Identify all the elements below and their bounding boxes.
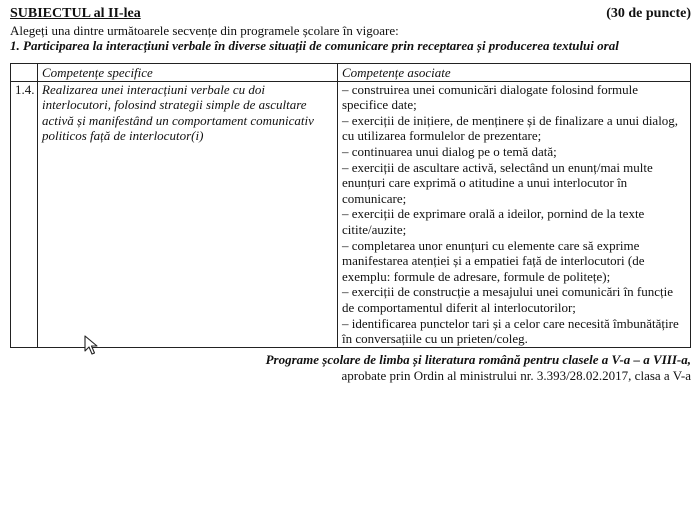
source-title: Programe școlare de limba și literatura română pentru clasele a V-a – a VIII-a, xyxy=(265,351,691,367)
subject-header xyxy=(10,6,691,22)
list-item: – exerciții de inițiere, de menținere și de finalizare a unui dialog, cu utilizarea formulelor de prezentare; xyxy=(342,112,679,144)
list-item: – exerciții de ascultare activă, selectând un enunț/mai multe enunțuri care exprimă o atitudine a unui interlocutor în comunicare; xyxy=(342,159,653,206)
header-associated: Competențe asociate xyxy=(338,64,691,82)
row-number: 1.4. xyxy=(11,81,38,347)
source-citation xyxy=(10,352,691,384)
specific-competence: Realizarea unei interacțiuni verbale cu doi interlocutori, folosind strategii simple de ascultare activă și manifestând un comportament comunicativ politicos față de interlocutor(i) xyxy=(38,81,338,347)
section-heading: 1. Participarea la interacțiuni verbale în diverse situații de comunicare prin receptarea și producerea textului oral xyxy=(10,38,619,53)
table-row xyxy=(11,81,691,347)
source-approval: aprobate prin Ordin al ministrului nr. 3.393/28.02.2017, clasa a V-a xyxy=(341,367,691,383)
subject-points: (30 de puncte) xyxy=(606,6,691,21)
associated-competences xyxy=(338,81,691,347)
competence-table xyxy=(10,63,691,348)
list-item: – construirea unei comunicări dialogate folosind formule specifice date; xyxy=(342,81,639,113)
associated-list xyxy=(342,82,686,347)
header-specific: Competențe specifice xyxy=(38,64,338,82)
arrow-pointer-icon xyxy=(84,335,98,355)
subject-title: SUBIECTUL al II-lea xyxy=(10,6,141,21)
document-page xyxy=(10,6,691,384)
header-number xyxy=(11,64,38,82)
list-item: – exerciții de exprimare orală a ideilor, pornind de la texte citite/auzite; xyxy=(342,206,645,237)
list-item: – continuarea unui dialog pe o temă dată; xyxy=(342,143,557,159)
table-header-row xyxy=(11,64,691,82)
list-item: – completarea unor enunțuri cu elemente care să exprime manifestarea atenției și a empatiei față de interlocutori (de exemplu: formule de adresare, formule de politețe); xyxy=(342,237,645,284)
list-item: – exerciții de construcție a mesajului unei comunicări în funcție de comportamentul diferit al interlocutorilor; xyxy=(342,284,674,315)
list-item: – identificarea punctelor tari și a celor care necesită îmbunătățire în conversațiile cu un prieten/coleg. xyxy=(342,315,679,347)
instruction-text: Alegeți una dintre următoarele secvențe din programele școlare în vigoare: xyxy=(10,23,399,38)
